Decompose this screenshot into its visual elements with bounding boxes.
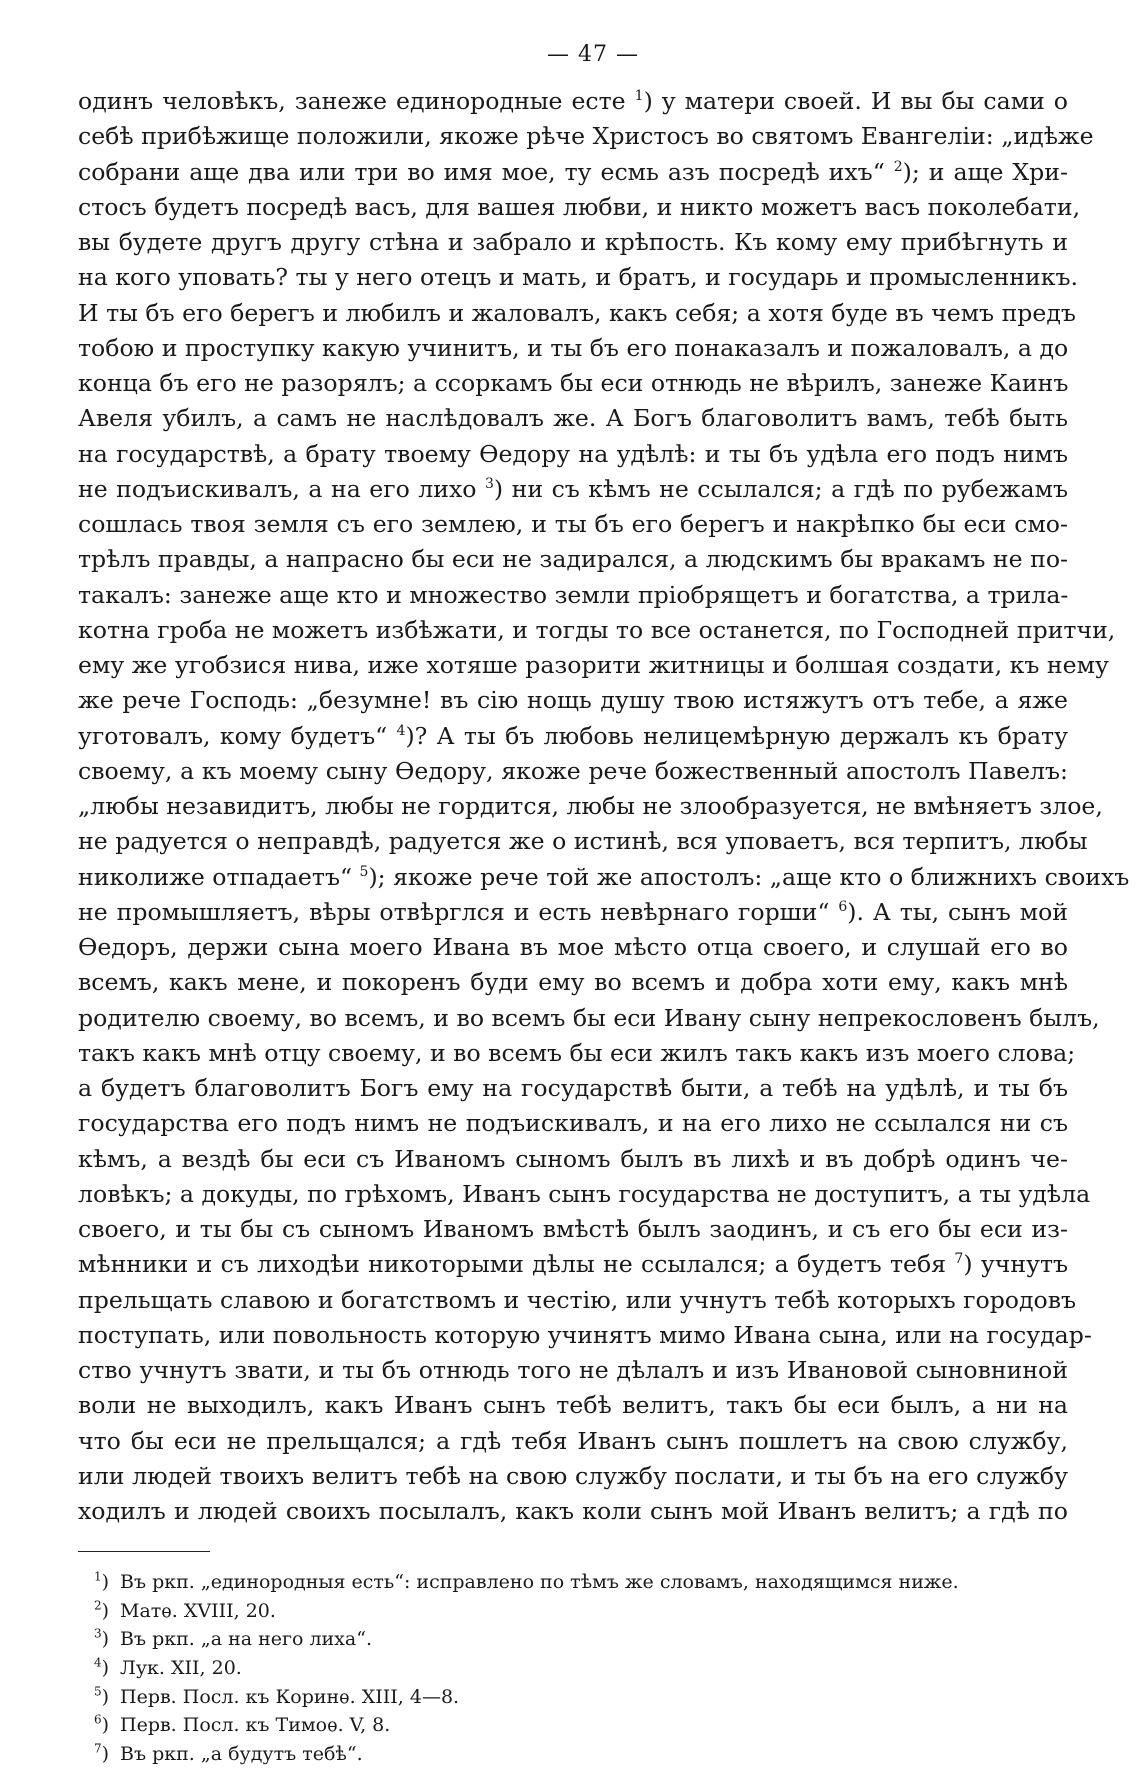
- text-line: [78, 719, 1068, 754]
- text-line: [78, 895, 1068, 930]
- text-segment: ) ни съ кѣмъ не ссылался; а гдѣ по рубежамъ: [493, 474, 1068, 503]
- text-line: [78, 296, 1076, 331]
- footnote-text: Въ ркп. „а на него лиха“.: [120, 1628, 372, 1651]
- body-text: [78, 84, 1130, 1529]
- text-line: [78, 1353, 1068, 1388]
- footnote-number: $^1$): [94, 1569, 110, 1594]
- footnote-ref[interactable]: 7: [954, 1251, 964, 1268]
- text-segment: ) у матери своей. И вы бы сами о: [643, 87, 1068, 115]
- text-segment: „любы незавидитъ, любы не гордится, любы не злообразуется, не вмѣняетъ злое,: [78, 792, 1103, 820]
- footnote-number: $^7$): [94, 1741, 110, 1765]
- text-segment: прельщать славою и богатствомъ и честію, или учнутъ тебѣ которыхъ городовъ: [78, 1285, 1077, 1314]
- text-segment: вы будете другъ другу стѣна и забрало и крѣпость. Къ кому ему прибѣгнуть и: [78, 228, 1068, 256]
- text-line: [78, 578, 1068, 613]
- footnote-number: $^2$): [94, 1598, 110, 1622]
- text-line: [78, 1001, 1100, 1036]
- text-line: [78, 860, 1130, 895]
- text-segment: воли не выходилъ, какъ Иванъ сынъ тебѣ велитъ, такъ бы еси былъ, а ни на: [78, 1391, 1068, 1420]
- footnote-number: $^4$): [94, 1655, 110, 1680]
- text-line: [78, 1212, 1068, 1247]
- footnote-number-value: 3: [94, 1627, 102, 1642]
- footnote-item: [94, 1740, 1068, 1768]
- footnote-text: Перв. Посл. къ Коринѳ. XIII, 4—8.: [120, 1685, 460, 1708]
- text-line: [78, 190, 1081, 225]
- text-line: [78, 401, 1068, 436]
- text-segment: собрани аще два или три во имя мое, ту есмь азъ посредѣ ихъ“: [78, 157, 894, 186]
- text-segment: трѣлъ правды, а напрасно бы еси не задирался, а людскимъ бы вракамъ не по-: [78, 545, 1068, 574]
- footnote-number: $^5$): [94, 1684, 110, 1708]
- text-segment: своего, и ты бы съ сыномъ Иваномъ вмѣстѣ былъ заодинъ, и съ его бы еси из-: [78, 1215, 1068, 1243]
- text-segment: такалъ: занеже аще кто и множество земли пріобрящетъ и богатства, а трила-: [78, 580, 1069, 609]
- footnote-item: [94, 1597, 1068, 1626]
- text-segment: стосъ будетъ посредѣ васъ, для вашея любви, и никто можетъ васъ поколебати,: [78, 192, 1081, 221]
- text-segment: а будетъ благоволитъ Богъ ему на государствѣ быти, а тебѣ на удѣлѣ, и ты бъ: [78, 1074, 1068, 1102]
- text-segment: или людей твоихъ велитъ тебѣ на свою службу послати, и ты бъ на его службу: [78, 1461, 1068, 1490]
- text-segment: своему, а къ моему сыну Ѳедору, якоже рече божественный апостолъ Павелъ:: [78, 756, 1068, 785]
- text-segment: ) учнутъ: [963, 1250, 1069, 1279]
- text-line: [78, 683, 1068, 718]
- text-segment: И ты бъ его берегъ и любилъ и жаловалъ, какъ себя; а хотя буде въ чемъ предъ: [78, 298, 1076, 327]
- footnote-separator: [78, 1551, 210, 1552]
- text-line: [78, 1283, 1077, 1318]
- text-segment: не промышляетъ, вѣры отвѣрглся и есть невѣрнаго горши“: [78, 897, 839, 926]
- document-page: [78, 40, 1130, 1768]
- text-line: [78, 1247, 1068, 1282]
- text-line: [78, 1424, 1068, 1459]
- text-line: [78, 1071, 1068, 1106]
- text-segment: ходилъ и людей своихъ посылалъ, какъ коли сынъ мой Иванъ велитъ; а гдѣ по: [78, 1497, 1068, 1525]
- footnote-text: Въ ркп. „а будутъ тебѣ“.: [120, 1742, 363, 1765]
- text-line: [78, 366, 1068, 401]
- text-line: [78, 225, 1068, 260]
- text-line: [78, 1177, 1091, 1212]
- text-segment: поступать, или повольность которую учинятъ мимо Ивана сына, или на государ-: [78, 1320, 1092, 1349]
- text-segment: себѣ прибѣжище положили, якоже рѣче Христосъ во святомъ Евангеліи: „идѣже: [78, 122, 1094, 151]
- text-line: [78, 119, 1094, 154]
- footnote-number-value: 4: [94, 1655, 102, 1670]
- footnote-text: Въ ркп. „единородныя есть“: исправлено по тѣмъ же словамъ, находящимся ниже.: [120, 1571, 959, 1594]
- page-number: — 47 —: [547, 42, 639, 67]
- footnote-number-value: 2: [94, 1598, 102, 1613]
- text-segment: не радуется о неправдѣ, радуется же о истинѣ, вся уповаетъ, вся терпитъ, любы: [78, 827, 1088, 856]
- footnote-item: [94, 1568, 1068, 1597]
- text-segment: конца бъ его не разорялъ; а ссоркамъ бы еси отнюдь не вѣрилъ, занеже Каинъ: [78, 369, 1069, 397]
- text-segment: одинъ человѣкъ, занеже единородные есте: [78, 87, 635, 115]
- footnote-item: [94, 1683, 1068, 1712]
- text-line: [78, 1459, 1068, 1494]
- text-segment: на государствѣ, а брату твоему Ѳедору на удѣлѣ: и ты бъ удѣла его подъ нимъ: [78, 439, 1068, 468]
- text-line: [78, 930, 1068, 965]
- text-segment: )? А ты бъ любовь нелицемѣрную держалъ къ брату: [405, 721, 1068, 750]
- footnote-item: [94, 1654, 1068, 1683]
- footnote-text: Перв. Посл. къ Тимоѳ. V, 8.: [120, 1714, 391, 1737]
- text-segment: Ѳедоръ, держи сына моего Ивана въ мое мѣсто отца своего, и слушай его во: [78, 933, 1068, 961]
- text-line: [78, 648, 1109, 683]
- text-segment: ему же угобзися нива, иже хотяше разорити житницы и болшая создати, къ нему: [78, 651, 1109, 679]
- text-segment: всемъ, какъ мене, и покоренъ буди ему во всемъ и добра хоти ему, какъ мнѣ: [78, 968, 1068, 997]
- footnote-ref[interactable]: 5: [359, 863, 369, 880]
- footnote-number: $^6$): [94, 1712, 110, 1737]
- text-line: [78, 260, 1079, 295]
- footnote-ref[interactable]: 1: [634, 88, 644, 105]
- text-line: [78, 507, 1068, 542]
- footnote-ref[interactable]: 2: [893, 158, 903, 175]
- text-line: [78, 1142, 1068, 1177]
- footnotes: [94, 1568, 1068, 1768]
- text-segment: ); и аще Хри-: [902, 157, 1068, 186]
- text-line: [78, 84, 1068, 119]
- text-segment: уготовалъ, кому будетъ“: [78, 721, 397, 750]
- footnote-ref[interactable]: 4: [396, 722, 406, 739]
- text-line: [78, 754, 1068, 789]
- text-segment: николиже отпадаетъ“: [78, 862, 360, 891]
- text-line: [78, 1036, 1076, 1071]
- text-segment: что бы еси не прельщался; а гдѣ тебя Иванъ сынъ пошлетъ на свою службу,: [78, 1426, 1068, 1455]
- footnote-ref[interactable]: 6: [838, 898, 848, 915]
- text-segment: ловѣкъ; а докуды, по грѣхомъ, Иванъ сынъ государства не доступитъ, а ты удѣла: [78, 1179, 1091, 1208]
- text-line: [78, 1494, 1068, 1529]
- text-line: [78, 824, 1088, 859]
- text-line: [78, 613, 1116, 648]
- footnote-text: Матѳ. XVIII, 20.: [120, 1599, 276, 1622]
- footnote-number-value: 5: [94, 1684, 102, 1699]
- text-line: [78, 1106, 1068, 1141]
- text-segment: сошлась твоя земля съ его землею, и ты бъ его берегъ и накрѣпко бы еси смо-: [78, 510, 1068, 538]
- footnote-ref[interactable]: 3: [485, 475, 494, 492]
- text-segment: кѣмъ, а вездѣ бы еси съ Иваномъ сыномъ былъ въ лихѣ и въ добрѣ одинъ че-: [78, 1144, 1068, 1173]
- text-line: [78, 789, 1103, 824]
- text-segment: котна гроба не можетъ избѣжати, и тогды то все останется, по Господней притчи,: [78, 615, 1116, 644]
- text-line: [78, 472, 1068, 507]
- text-line: [78, 331, 1068, 366]
- text-segment: не подъискивалъ, а на его лихо: [78, 474, 485, 503]
- text-line: [78, 965, 1068, 1000]
- footnote-number: $^3$): [94, 1627, 110, 1651]
- text-segment: такъ какъ мнѣ отцу своему, и во всемъ бы еси жилъ такъ какъ изъ моего слова;: [78, 1038, 1076, 1067]
- text-segment: мѣнники и съ лиходѣи никоторыми дѣлы не ссылался; а будетъ тебя: [78, 1250, 955, 1279]
- text-line: [78, 155, 1068, 190]
- text-segment: государства его подъ нимъ не подъискивалъ, и на его лихо не ссылался ни съ: [78, 1109, 1068, 1138]
- footnote-number-value: 6: [94, 1712, 102, 1727]
- text-segment: ); якоже рече той же апостолъ: „аще кто о ближнихъ своихъ: [368, 862, 1130, 891]
- footnote-number-value: 7: [94, 1741, 102, 1756]
- text-line: [78, 1318, 1092, 1353]
- text-segment: на кого уповать? ты у него отецъ и мать, и братъ, и государь и промысленникъ.: [78, 263, 1079, 292]
- footnote-item: [94, 1711, 1068, 1740]
- footnote-item: [94, 1625, 1068, 1654]
- footnote-text: Лук. XII, 20.: [120, 1657, 242, 1680]
- text-line: [78, 542, 1068, 577]
- footnote-number-value: 1: [94, 1569, 102, 1584]
- text-segment: ство учнутъ звати, и ты бъ отнюдь того не дѣлалъ и изъ Ивановой сыновниной: [78, 1356, 1068, 1384]
- text-segment: тобою и проступку какую учинитъ, и ты бъ его понаказалъ и пожаловалъ, а до: [78, 333, 1069, 362]
- text-line: [78, 1388, 1068, 1423]
- text-segment: ). А ты, сынъ мой: [847, 897, 1068, 926]
- text-segment: же рече Господь: „безумне! въ сію нощь душу твою истяжутъ отъ тебе, а яже: [78, 686, 1068, 715]
- text-segment: Авеля убилъ, а самъ не наслѣдовалъ же. А Богъ благоволитъ вамъ, тебѣ быть: [78, 404, 1068, 433]
- text-segment: родителю своему, во всемъ, и во всемъ бы еси Ивану сыну непрекословенъ былъ,: [78, 1003, 1100, 1032]
- text-line: [78, 437, 1068, 472]
